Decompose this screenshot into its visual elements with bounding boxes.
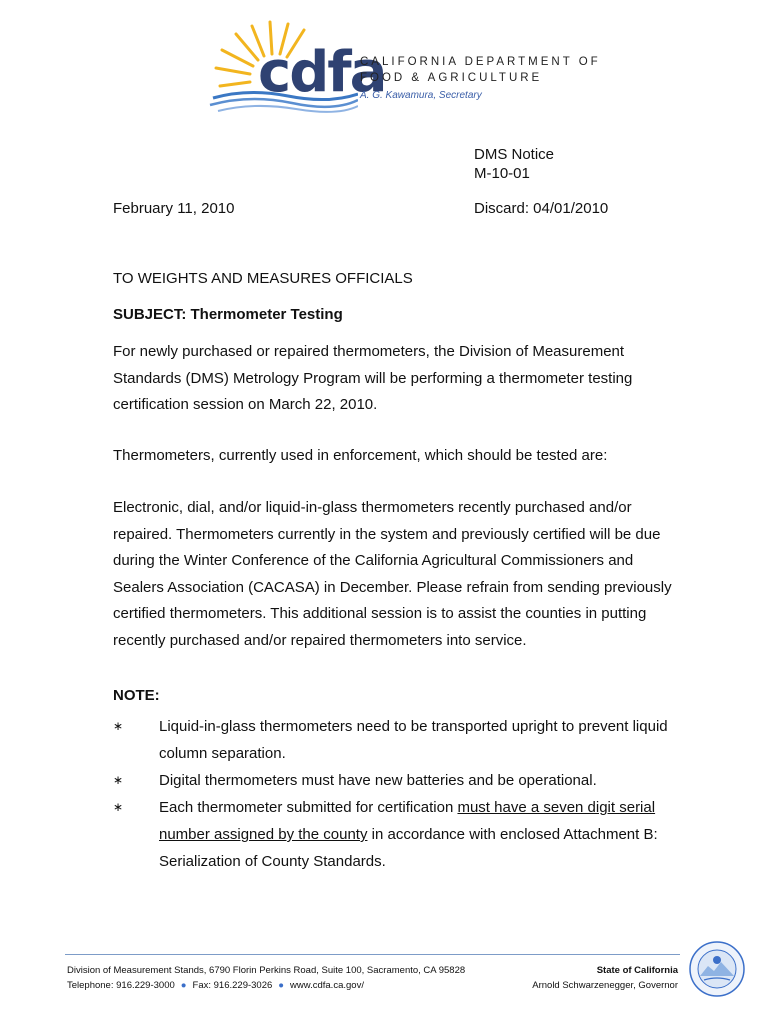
footer-address: Division of Measurement Stands, 6790 Florin Perkins Road, Suite 100, Sacramento, CA 95828	[67, 965, 466, 976]
note-item-text-before: Each thermometer submitted for certification	[159, 799, 458, 816]
california-state-seal-icon	[688, 940, 746, 998]
cdfa-wordmark: cdfa	[258, 40, 386, 105]
note-item	[113, 767, 673, 794]
note-item-text: Digital thermometers must have new batteries and be operational.	[159, 772, 597, 789]
note-list	[113, 713, 673, 875]
notice-date: February 11, 2010	[113, 200, 235, 217]
department-name-line2: FOOD & AGRICULTURE	[360, 72, 543, 84]
note-item-underlined-text: must have a seven digit serial number assigned by the county	[159, 799, 656, 843]
notice-label: DMS Notice	[474, 146, 555, 163]
department-name-line1: CALIFORNIA DEPARTMENT OF	[360, 56, 601, 68]
letterhead	[208, 20, 601, 115]
footer-divider	[65, 954, 680, 955]
notice-number: M-10-01	[474, 165, 530, 182]
bullet-dot-icon: ●	[180, 980, 187, 991]
footer-contact-line	[67, 978, 465, 993]
body-paragraph-3: Electronic, dial, and/or liquid-in-glass thermometers recently purchased and/or repaired. Thermometers currently in the system and previously certified will be due during the Winter Conference of the California Agricultural Commissioners and Sealers Association (CACASA) in December. Please refrain from sending previously certified thermometers. This additional session is to assist the counties in putting recently purchased and/or repaired thermometers into service.	[113, 499, 672, 649]
subject-line: SUBJECT: Thermometer Testing	[113, 306, 343, 323]
bullet-dot-icon: ●	[278, 980, 285, 991]
asterisk-bullet-icon: ∗	[113, 773, 124, 787]
footer-state: State of California	[596, 965, 678, 976]
asterisk-bullet-icon: ∗	[113, 800, 124, 814]
body-paragraph-2: Thermometers, currently used in enforcement, which should be tested are:	[113, 447, 608, 464]
footer-fax: Fax: 916.229-3026	[192, 980, 273, 991]
footer-telephone: Telephone: 916.229-3000	[67, 980, 175, 991]
footer-governor: Arnold Schwarzenegger, Governor	[532, 980, 678, 991]
notice-block	[474, 145, 554, 183]
note-item-text-after: in accordance with enclosed Attachment B: Serialization of County Standards.	[159, 826, 658, 870]
addressee-line: TO WEIGHTS AND MEASURES OFFICIALS	[113, 270, 413, 287]
body-paragraph-1: For newly purchased or repaired thermometers, the Division of Measurement Standards (DMS) Metrology Program will be performing a thermometer testing certification session on March 22, 2010.	[113, 343, 633, 413]
footer-contact	[67, 963, 465, 993]
note-heading: NOTE:	[113, 687, 160, 704]
footer-state-info	[532, 963, 678, 993]
asterisk-bullet-icon: ∗	[113, 719, 124, 733]
footer-website-link[interactable]: www.cdfa.ca.gov/	[290, 980, 364, 991]
secretary-name: A. G. Kawamura, Secretary	[360, 90, 482, 101]
note-item	[113, 713, 673, 767]
note-item	[113, 794, 673, 875]
note-item-text: Liquid-in-glass thermometers need to be transported upright to prevent liquid column separation.	[159, 718, 668, 762]
discard-date: Discard: 04/01/2010	[474, 200, 609, 217]
